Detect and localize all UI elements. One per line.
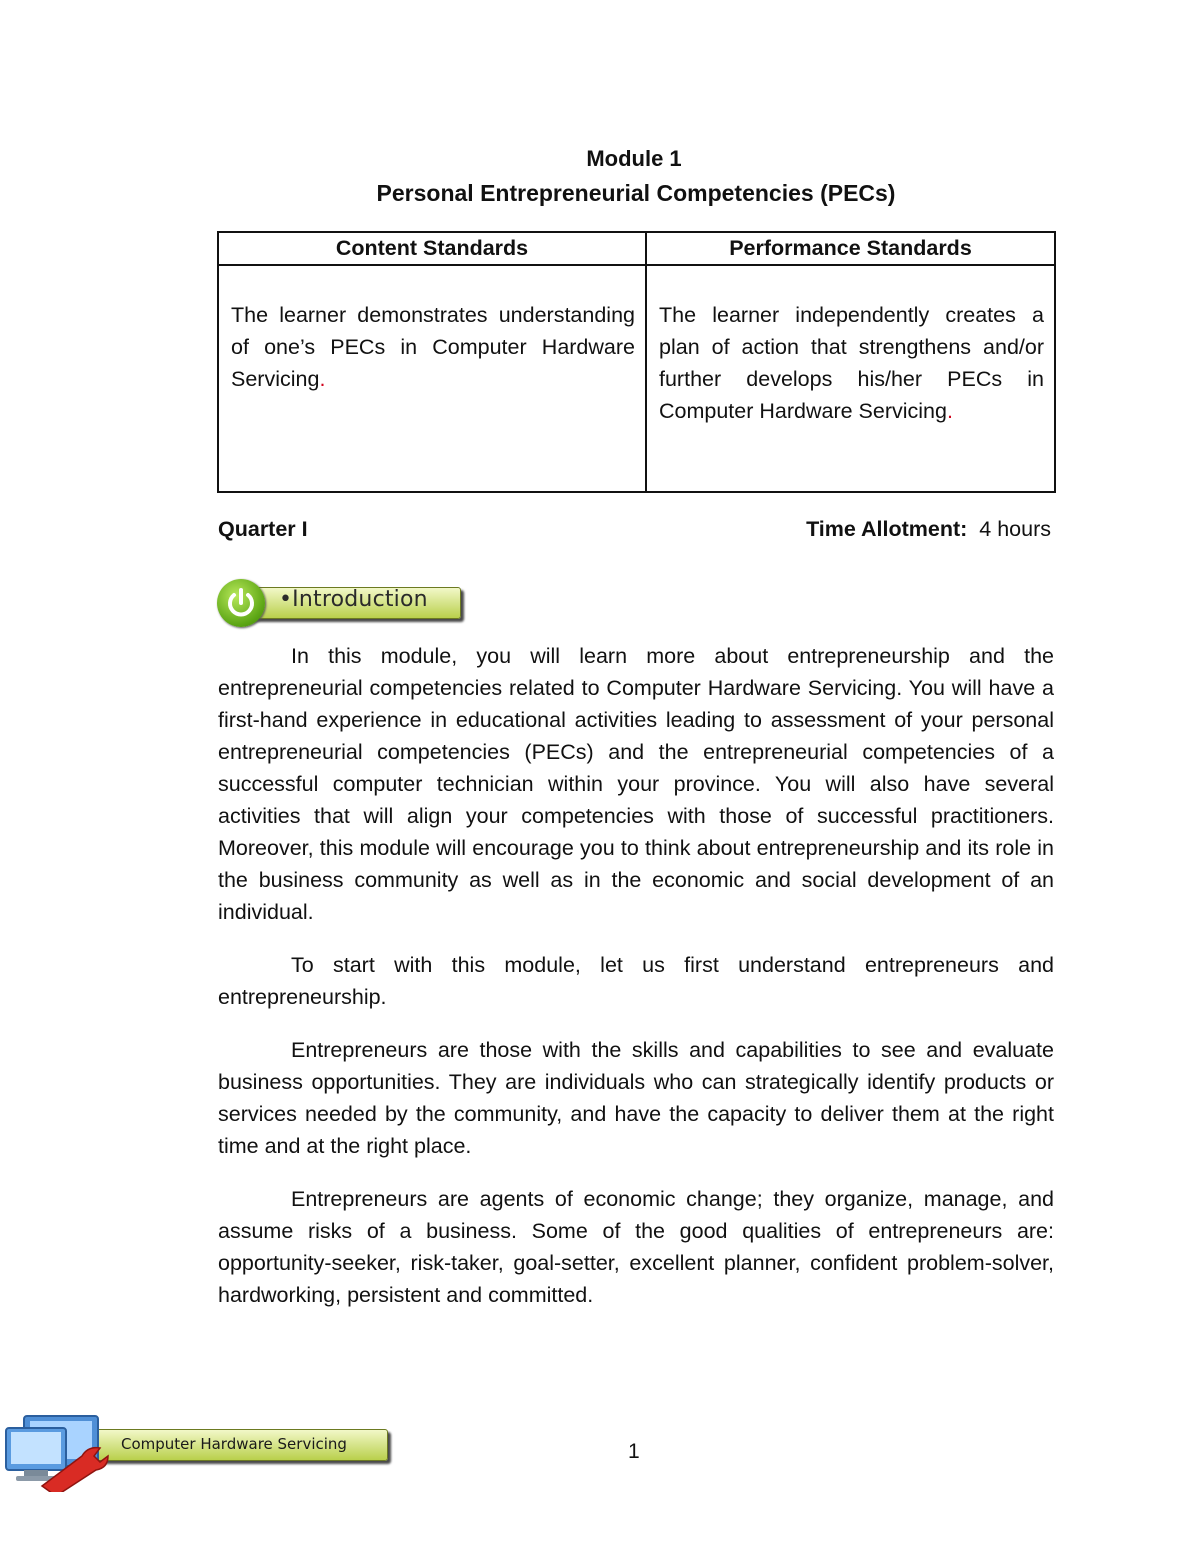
computer-repair-icon [4, 1412, 134, 1492]
intro-paragraph: In this module, you will learn more about entrepreneurship and the entrepreneurial competencies related to Computer Hardware Servicing. You will have a first-hand experience in educational activities leading to assessment of your personal entrepreneurial competencies (PECs) and the entrepreneurial competencies of a successful computer technician within your province. You will also have several activities that will align your competencies with those of successful practitioners. Moreover, this module will encourage you to think about entrepreneurship and its role in the business community as well as in the economic and social development of an individual. [218, 644, 1054, 924]
content-standards-header: Content Standards [218, 232, 646, 265]
time-allotment-value: 4 hours [979, 517, 1051, 541]
introduction-banner [217, 579, 463, 627]
performance-standards-period: . [946, 399, 953, 423]
time-allotment [806, 517, 1051, 542]
introduction-label: •Introduction [279, 587, 428, 612]
time-allotment-label: Time Allotment: [806, 517, 968, 541]
quarter-label: Quarter I [218, 517, 308, 541]
page-number: 1 [628, 1440, 640, 1463]
content-standards-text: The learner demonstrates understanding of one’s PECs in Computer Hardware Servicing [231, 303, 635, 391]
intro-paragraph: Entrepreneurs are agents of economic change; they organize, manage, and assume risks of a business. Some of the good qualities of entrepreneurs are: opportunity-seeker, risk-taker, goal-setter, excellent planner, confident problem-solver, hardworking, persistent and committed. [218, 1187, 1054, 1307]
module-title: Personal Entrepreneurial Competencies (PECs) [376, 180, 896, 206]
performance-standards-header: Performance Standards [646, 232, 1055, 265]
performance-standards-cell [646, 265, 1055, 492]
content-standards-cell [218, 265, 646, 492]
power-icon [217, 579, 265, 627]
footer-banner-label: Computer Hardware Servicing [121, 1435, 347, 1453]
intro-paragraph: Entrepreneurs are those with the skills and capabilities to see and evaluate business opportunities. They are individuals who can strategically identify products or services needed by the community, and have the capacity to deliver them at the right time and at the right place. [218, 1038, 1054, 1158]
footer-banner [0, 1412, 400, 1492]
standards-table [217, 231, 1056, 493]
module-number: Module 1 [586, 146, 682, 171]
introduction-body [218, 640, 1054, 1332]
intro-paragraph: To start with this module, let us first understand entrepreneurs and entrepreneurship. [218, 953, 1054, 1009]
performance-standards-text: The learner independently creates a plan of action that strengthens and/or further develops his/her PECs in Computer Hardware Servicing [659, 303, 1044, 423]
content-standards-period: . [319, 367, 326, 391]
